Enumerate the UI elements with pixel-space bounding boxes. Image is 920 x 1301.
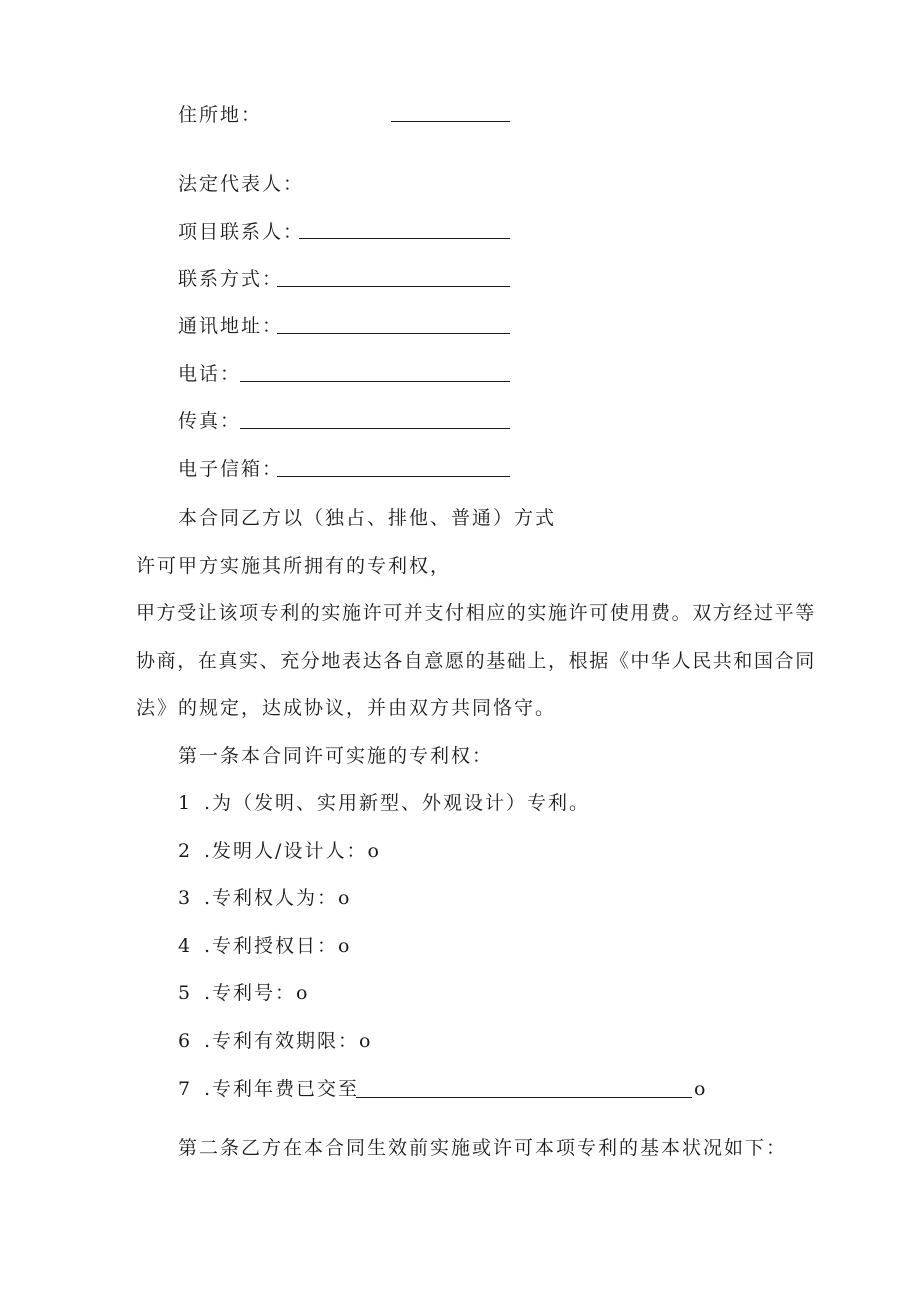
list-item-text: .发明人/设计人：o	[204, 840, 381, 862]
list-item-number: 7	[178, 1078, 193, 1100]
address-label: 通讯地址：	[178, 315, 284, 337]
list-item	[178, 791, 590, 815]
annual-fee-blank[interactable]	[356, 1097, 692, 1098]
list-item-text: .专利授权日：o	[204, 935, 352, 957]
email-label: 电子信箱：	[178, 458, 284, 480]
list-item	[178, 1077, 359, 1101]
annual-fee-suffix: o	[694, 1078, 708, 1100]
intro-line-3: 甲方受让该项专利的实施许可并支付相应的实施许可使用费。双方经过平等	[136, 602, 816, 624]
residence-blank[interactable]	[391, 121, 510, 122]
list-item-text: .为（发明、实用新型、外观设计）专利。	[204, 792, 591, 814]
list-item-number: 5	[178, 982, 193, 1004]
address-blank[interactable]	[277, 333, 510, 334]
list-item-text: .专利权人为：o	[204, 887, 352, 909]
list-item-number: 1	[178, 792, 193, 814]
intro-line-1: 本合同乙方以（独占、排他、普通）方式	[178, 507, 557, 529]
fax-label: 传真：	[178, 410, 242, 432]
list-item-text: .专利年费已交至	[204, 1078, 360, 1100]
residence-label: 住所地：	[178, 104, 263, 126]
intro-line-4: 协商，在真实、充分地表达各自意愿的基础上，根据《中华人民共和国合同	[136, 650, 816, 672]
phone-label: 电话：	[178, 363, 242, 385]
list-item-number: 3	[178, 887, 193, 909]
article-1-title: 第一条本合同许可实施的专利权：	[178, 745, 494, 767]
list-item-number: 4	[178, 935, 193, 957]
list-item	[178, 934, 351, 958]
project-contact-blank[interactable]	[299, 238, 510, 239]
list-item-text: .专利号：o	[204, 982, 310, 1004]
list-item-text: .专利有效期限：o	[204, 1030, 373, 1052]
contact-method-label: 联系方式：	[178, 268, 284, 290]
email-blank[interactable]	[277, 476, 510, 477]
contact-method-blank[interactable]	[277, 286, 510, 287]
list-item	[178, 1029, 372, 1053]
article-2-title: 第二条乙方在本合同生效前实施或许可本项专利的基本状况如下：	[178, 1137, 788, 1159]
intro-line-5: 法》的规定，达成协议，并由双方共同恪守。	[136, 697, 557, 719]
fax-blank[interactable]	[240, 428, 510, 429]
legal-rep-label: 法定代表人：	[178, 173, 305, 195]
list-item-number: 6	[178, 1030, 193, 1052]
intro-line-2: 许可甲方实施其所拥有的专利权，	[136, 555, 452, 577]
list-item	[178, 839, 381, 863]
project-contact-label: 项目联系人：	[178, 221, 305, 243]
list-item	[178, 886, 351, 910]
phone-blank[interactable]	[240, 381, 510, 382]
list-item-number: 2	[178, 840, 193, 862]
list-item	[178, 981, 309, 1005]
